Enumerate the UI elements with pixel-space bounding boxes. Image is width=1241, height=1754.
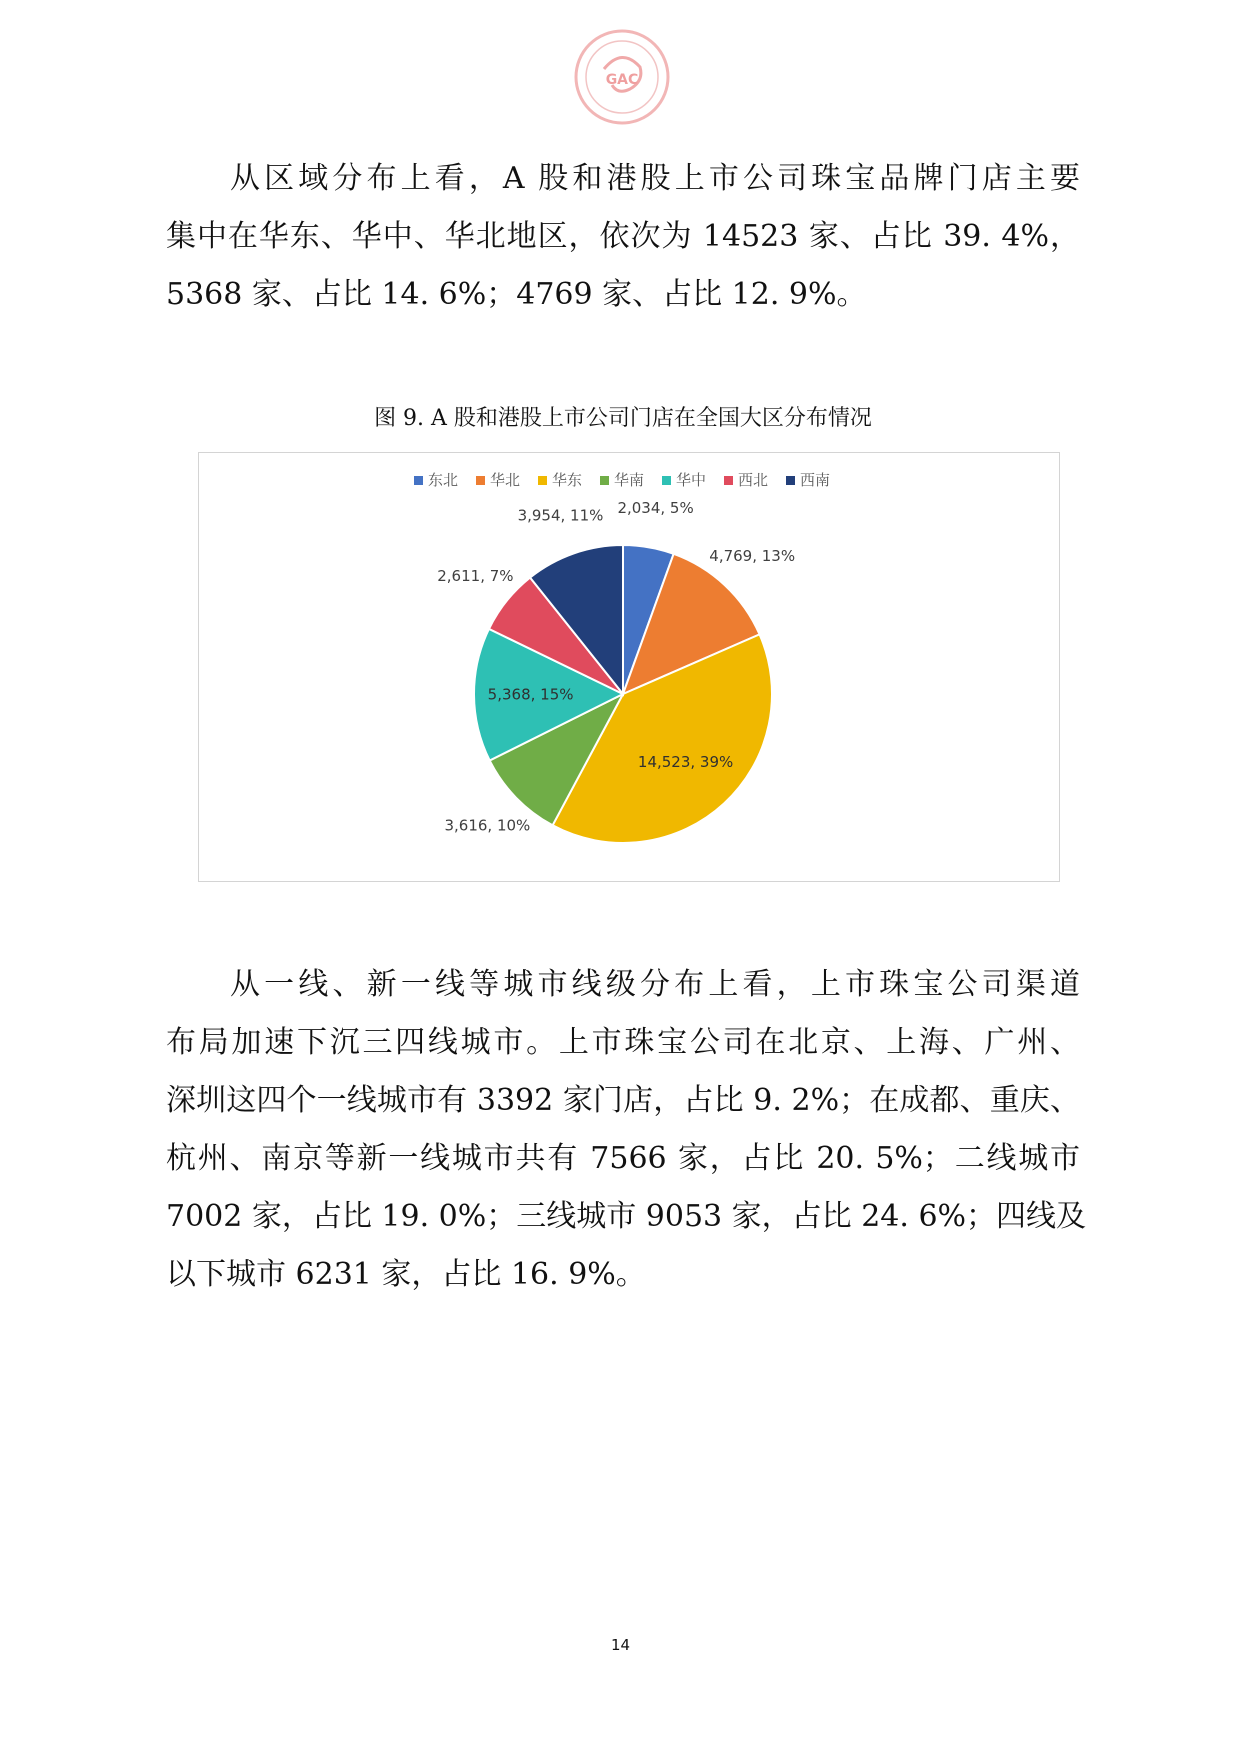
pie-data-label-0: 2,034, 5% [617,498,694,517]
paragraph-line: 深圳这四个一线城市有 3392 家门店，占比 9. 2%；在成都、重庆、 [166,1083,1080,1118]
figure-caption: 图 9. A 股和港股上市公司门店在全国大区分布情况 [374,406,872,431]
paragraph-line: 7002 家，占比 19. 0%；三线城市 9053 家，占比 24. 6%；四线及 [166,1199,1087,1234]
legend-label-2: 华东 [552,471,583,489]
pie-data-label-3: 3,616, 10% [444,816,531,835]
paragraph-line: 从区域分布上看，A 股和港股上市公司珠宝品牌门店主要 [230,161,1080,196]
legend-label-4: 华中 [676,471,707,489]
legend-swatch-0 [414,476,423,485]
pie-data-label-5: 2,611, 7% [437,567,514,585]
paragraph-line: 杭州、南京等新一线城市共有 7566 家，占比 20. 5%；二线城市 [166,1141,1080,1176]
paragraph-line: 布局加速下沉三四线城市。上市珠宝公司在北京、上海、广州、 [166,1025,1080,1060]
legend-swatch-2 [538,476,547,485]
legend-swatch-4 [662,476,671,485]
pie-data-label-2: 14,523, 39% [637,752,734,771]
legend-label-5: 西北 [738,471,769,489]
page-number: 14 [610,1636,631,1654]
pie-chart [199,453,1059,881]
paragraph-line: 以下城市 6231 家，占比 16. 9%。 [166,1257,646,1292]
legend-label-3: 华南 [614,471,645,489]
legend-label-0: 东北 [428,471,459,489]
pie-data-label-1: 4,769, 13% [709,547,796,566]
legend-label-6: 西南 [800,471,831,489]
gac-logo-seal [574,29,670,125]
legend-swatch-1 [476,476,485,485]
legend-label-1: 华北 [490,471,521,489]
logo-text: GAC [605,72,639,88]
paragraph-line: 从一线、新一线等城市线级分布上看，上市珠宝公司渠道 [230,967,1080,1002]
legend-swatch-3 [600,476,609,485]
paragraph-city-tier-distribution [166,956,1087,1304]
pie-chart-frame [198,452,1060,882]
chart-legend [414,471,830,489]
paragraph-line: 5368 家、占比 14. 6%；4769 家、占比 12. 9%。 [166,277,867,312]
paragraph-regional-distribution [166,150,1080,324]
legend-swatch-6 [786,476,795,485]
legend-swatch-5 [724,476,733,485]
pie-data-label-6: 3,954, 11% [517,506,604,525]
pie-data-label-4: 5,368, 15% [487,685,574,704]
paragraph-line: 集中在华东、华中、华北地区，依次为 14523 家、占比 39. 4%， [166,219,1080,254]
